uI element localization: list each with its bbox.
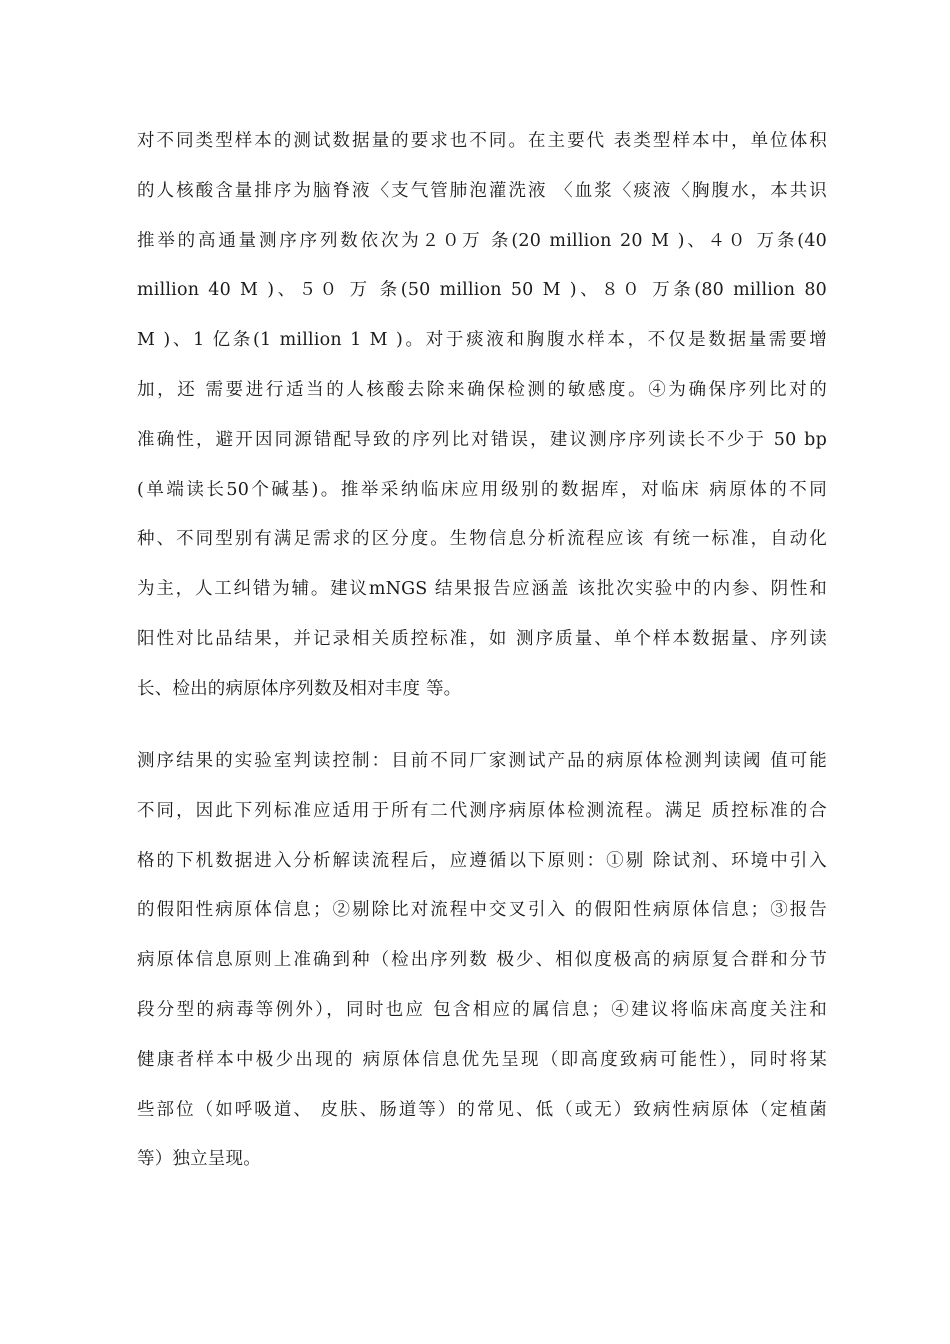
text-line: M )、1 亿条(1 million 1 M )。对于痰液和胸腹水样本，不仅是数据量需要增 — [137, 330, 827, 351]
text-line: (单端读长50个碱基)。推举采纳临床应用级别的数据库，对临床 病原体的不同 — [137, 479, 827, 500]
text-line: 健康者样本中极少出现的 病原体信息优先呈现（即高度致病可能性），同时将某 — [137, 1049, 827, 1070]
text-line: 些部位（如呼吸道、 皮肤、肠道等）的常见、低（或无）致病性病原体（定植菌 — [137, 1099, 827, 1120]
text-line: 格的下机数据进入分析解读流程后，应遵循以下原则：①剔 除试剂、环境中引入 — [137, 850, 827, 871]
text-line: 等）独立呈现。 — [137, 1149, 261, 1170]
text-line: 段分型的病毒等例外），同时也应 包含相应的属信息；④建议将临床高度关注和 — [137, 999, 827, 1020]
paragraph-result-interpretation — [137, 744, 827, 1192]
text-line: 的人核酸含量排序为脑脊液〈支气管肺泡灌洗液 〈血浆〈痰液〈胸腹水，本共识 — [137, 180, 827, 201]
text-line: 加，还 需要进行适当的人核酸去除来确保检测的敏感度。④为确保序列比对的 — [137, 379, 827, 400]
text-line: 测序结果的实验室判读控制：目前不同厂家测试产品的病原体检测判读阈 值可能 — [137, 751, 827, 771]
text-line: 病原体信息原则上准确到种（检出序列数 极少、相似度极高的病原复合群和分节 — [137, 950, 827, 971]
text-line: 推举的高通量测序序列数依次为２０万 条(20 million 20 M )、４０ 万条(40 — [137, 230, 827, 251]
paragraph-data-volume — [137, 124, 827, 722]
text-line: 不同，因此下列标准应适用于所有二代测序病原体检测流程。满足 质控标准的合 — [137, 800, 827, 821]
text-line: 种、不同型别有满足需求的区分度。生物信息分析流程应该 有统一标准，自动化 — [137, 529, 827, 550]
text-line: 的假阳性病原体信息；②剔除比对流程中交叉引入 的假阳性病原体信息；③报告 — [137, 900, 827, 921]
text-line: 为主，人工纠错为辅。建议mNGS 结果报告应涵盖 该批次实验中的内参、阴性和 — [137, 579, 827, 600]
text-line: million 40 M )、５０ 万 条(50 million 50 M )、８０ 万条(80 million 80 — [137, 280, 827, 301]
text-line: 阳性对比品结果，并记录相关质控标准，如 测序质量、单个样本数据量、序列读 — [137, 628, 827, 649]
text-line: 对不同类型样本的测试数据量的要求也不同。在主要代 表类型样本中，单位体积 — [137, 131, 827, 151]
text-line: 长、检出的病原体序列数及相对丰度 等。 — [137, 678, 462, 699]
text-line: 准确性，避开因同源错配导致的序列比对错误，建议测序序列读长不少于 50 bp — [137, 429, 827, 450]
